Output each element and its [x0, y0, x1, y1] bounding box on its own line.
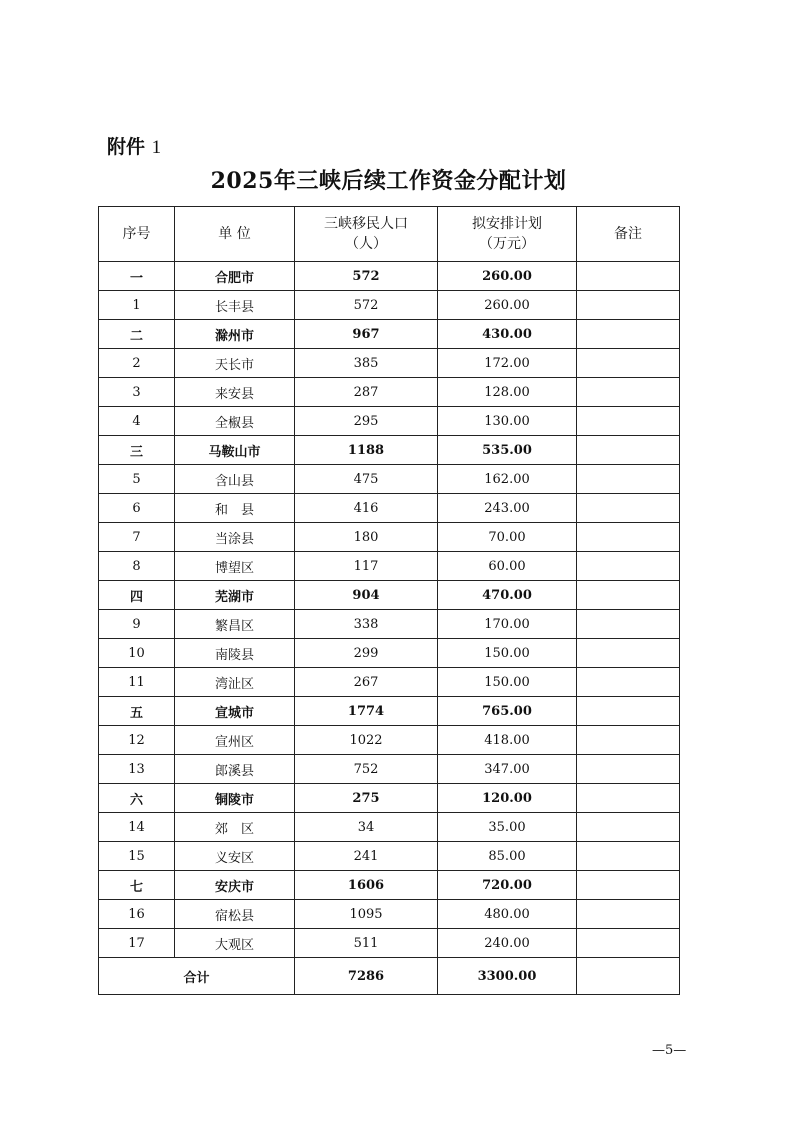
table-row-county	[99, 378, 680, 407]
cell-unit: 芜湖市	[175, 581, 295, 610]
table-row-city	[99, 262, 680, 291]
cell-unit: 天长市	[175, 349, 295, 378]
header-notes: 备注	[577, 207, 680, 262]
total-label: 合计	[99, 958, 295, 995]
cell-index: 3	[99, 378, 175, 407]
cell-population: 1022	[295, 726, 438, 755]
attachment-number: 1	[151, 137, 162, 158]
cell-unit: 铜陵市	[175, 784, 295, 813]
total-funding: 3300.00	[438, 958, 577, 995]
cell-note	[577, 552, 680, 581]
cell-funding: 35.00	[438, 813, 577, 842]
cell-index: 四	[99, 581, 175, 610]
cell-funding: 170.00	[438, 610, 577, 639]
cell-note	[577, 349, 680, 378]
cell-index: 14	[99, 813, 175, 842]
cell-note	[577, 813, 680, 842]
cell-funding: 470.00	[438, 581, 577, 610]
cell-population: 34	[295, 813, 438, 842]
table-row-county	[99, 494, 680, 523]
cell-funding: 128.00	[438, 378, 577, 407]
cell-index: 5	[99, 465, 175, 494]
cell-population: 287	[295, 378, 438, 407]
cell-funding: 240.00	[438, 929, 577, 958]
cell-population: 511	[295, 929, 438, 958]
cell-index: 1	[99, 291, 175, 320]
cell-index: 12	[99, 726, 175, 755]
header-population-line2: （人）	[345, 236, 387, 252]
cell-unit: 南陵县	[175, 639, 295, 668]
cell-index: 17	[99, 929, 175, 958]
header-funding-line1: 拟安排计划	[472, 216, 542, 232]
cell-index: 9	[99, 610, 175, 639]
cell-index: 2	[99, 349, 175, 378]
cell-funding: 60.00	[438, 552, 577, 581]
table-header-row	[99, 207, 680, 262]
cell-note	[577, 871, 680, 900]
cell-unit: 全椒县	[175, 407, 295, 436]
cell-funding: 260.00	[438, 262, 577, 291]
table-row-city	[99, 320, 680, 349]
cell-note	[577, 610, 680, 639]
table-row-county	[99, 929, 680, 958]
cell-funding: 172.00	[438, 349, 577, 378]
cell-index: 10	[99, 639, 175, 668]
total-row	[99, 958, 680, 995]
cell-unit: 宣城市	[175, 697, 295, 726]
page-number: —5—	[652, 1043, 687, 1058]
cell-population: 1095	[295, 900, 438, 929]
total-note	[577, 958, 680, 995]
cell-unit: 马鞍山市	[175, 436, 295, 465]
cell-unit: 博望区	[175, 552, 295, 581]
header-population	[295, 207, 438, 262]
total-population: 7286	[295, 958, 438, 995]
table-row-county	[99, 813, 680, 842]
cell-unit: 来安县	[175, 378, 295, 407]
header-population-line1: 三峡移民人口	[324, 216, 408, 232]
cell-note	[577, 755, 680, 784]
cell-population: 572	[295, 262, 438, 291]
cell-note	[577, 523, 680, 552]
header-funding-line2: （万元）	[479, 236, 535, 252]
cell-unit: 湾沚区	[175, 668, 295, 697]
table-row-county	[99, 639, 680, 668]
table-row-city	[99, 784, 680, 813]
cell-unit: 宣州区	[175, 726, 295, 755]
table-row-county	[99, 465, 680, 494]
page-title: 2025年三峡后续工作资金分配计划	[210, 168, 567, 194]
cell-index: 五	[99, 697, 175, 726]
cell-note	[577, 697, 680, 726]
cell-note	[577, 262, 680, 291]
cell-index: 16	[99, 900, 175, 929]
table-row-county	[99, 291, 680, 320]
cell-funding: 720.00	[438, 871, 577, 900]
table-row-city	[99, 871, 680, 900]
cell-unit: 宿松县	[175, 900, 295, 929]
cell-index: 11	[99, 668, 175, 697]
cell-funding: 130.00	[438, 407, 577, 436]
cell-note	[577, 668, 680, 697]
cell-population: 752	[295, 755, 438, 784]
cell-population: 295	[295, 407, 438, 436]
cell-unit: 郊 区	[175, 813, 295, 842]
cell-index: 4	[99, 407, 175, 436]
table-row-city	[99, 697, 680, 726]
cell-funding: 535.00	[438, 436, 577, 465]
cell-index: 7	[99, 523, 175, 552]
cell-funding: 418.00	[438, 726, 577, 755]
cell-unit: 滁州市	[175, 320, 295, 349]
cell-note	[577, 320, 680, 349]
cell-funding: 150.00	[438, 639, 577, 668]
allocation-table	[98, 206, 680, 995]
cell-funding: 480.00	[438, 900, 577, 929]
table-row-county	[99, 349, 680, 378]
cell-population: 385	[295, 349, 438, 378]
cell-unit: 大观区	[175, 929, 295, 958]
cell-index: 13	[99, 755, 175, 784]
table-body	[99, 262, 680, 958]
cell-population: 117	[295, 552, 438, 581]
cell-population: 1774	[295, 697, 438, 726]
cell-note	[577, 465, 680, 494]
cell-note	[577, 407, 680, 436]
cell-index: 6	[99, 494, 175, 523]
header-funding	[438, 207, 577, 262]
cell-population: 241	[295, 842, 438, 871]
cell-funding: 347.00	[438, 755, 577, 784]
table-row-city	[99, 581, 680, 610]
table-row-county	[99, 900, 680, 929]
cell-funding: 765.00	[438, 697, 577, 726]
cell-unit: 合肥市	[175, 262, 295, 291]
cell-index: 七	[99, 871, 175, 900]
cell-funding: 70.00	[438, 523, 577, 552]
cell-funding: 243.00	[438, 494, 577, 523]
cell-population: 275	[295, 784, 438, 813]
table-row-county	[99, 610, 680, 639]
cell-population: 267	[295, 668, 438, 697]
cell-index: 三	[99, 436, 175, 465]
cell-note	[577, 784, 680, 813]
cell-population: 416	[295, 494, 438, 523]
cell-note	[577, 494, 680, 523]
cell-unit: 长丰县	[175, 291, 295, 320]
cell-note	[577, 639, 680, 668]
cell-population: 475	[295, 465, 438, 494]
cell-index: 8	[99, 552, 175, 581]
cell-population: 904	[295, 581, 438, 610]
attachment-label	[107, 132, 161, 159]
cell-unit: 当涂县	[175, 523, 295, 552]
cell-population: 180	[295, 523, 438, 552]
cell-unit: 和 县	[175, 494, 295, 523]
header-index: 序号	[99, 207, 175, 262]
cell-index: 二	[99, 320, 175, 349]
table-row-county	[99, 842, 680, 871]
cell-note	[577, 378, 680, 407]
cell-funding: 260.00	[438, 291, 577, 320]
table-row-county	[99, 668, 680, 697]
cell-population: 338	[295, 610, 438, 639]
table-row-county	[99, 755, 680, 784]
table-row-county	[99, 726, 680, 755]
table-row-county	[99, 407, 680, 436]
cell-population: 967	[295, 320, 438, 349]
cell-population: 572	[295, 291, 438, 320]
cell-note	[577, 581, 680, 610]
table-row-city	[99, 436, 680, 465]
cell-index: 15	[99, 842, 175, 871]
cell-note	[577, 291, 680, 320]
cell-funding: 85.00	[438, 842, 577, 871]
cell-population: 1606	[295, 871, 438, 900]
cell-note	[577, 900, 680, 929]
cell-unit: 安庆市	[175, 871, 295, 900]
cell-note	[577, 842, 680, 871]
cell-unit: 含山县	[175, 465, 295, 494]
cell-funding: 150.00	[438, 668, 577, 697]
cell-unit: 义安区	[175, 842, 295, 871]
cell-note	[577, 929, 680, 958]
table-row-county	[99, 552, 680, 581]
cell-index: 一	[99, 262, 175, 291]
cell-funding: 120.00	[438, 784, 577, 813]
cell-funding: 162.00	[438, 465, 577, 494]
cell-population: 299	[295, 639, 438, 668]
attachment-text: 附件	[107, 136, 146, 158]
cell-note	[577, 436, 680, 465]
header-unit: 单 位	[175, 207, 295, 262]
table-row-county	[99, 523, 680, 552]
cell-index: 六	[99, 784, 175, 813]
cell-unit: 繁昌区	[175, 610, 295, 639]
cell-funding: 430.00	[438, 320, 577, 349]
cell-note	[577, 726, 680, 755]
cell-population: 1188	[295, 436, 438, 465]
cell-unit: 郎溪县	[175, 755, 295, 784]
